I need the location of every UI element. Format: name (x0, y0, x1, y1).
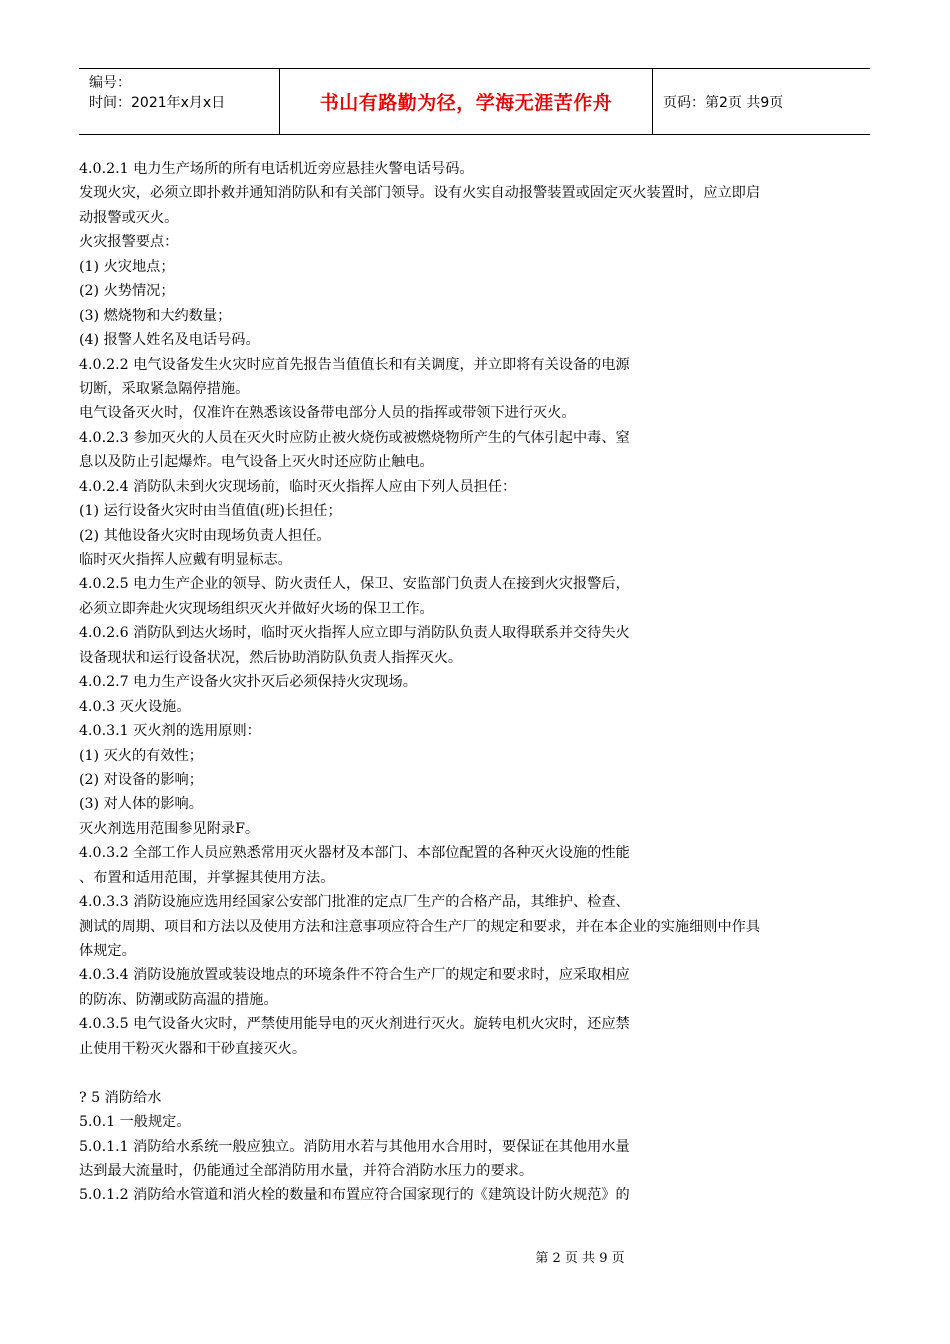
text-line: 测试的周期、项目和方法以及使用方法和注意事项应符合生产厂的规定和要求，并在本企业的实施细则中作具 (79, 918, 761, 935)
text-line: 必须立即奔赴火灾现场组织灭火并做好火场的保卫工作。 (79, 600, 434, 617)
text-line: 灭火剂选用范围参见附录F。 (79, 820, 260, 837)
text-line: 4.0.2.7 电力生产设备火灾扑灭后必须保持火灾现场。 (79, 674, 417, 691)
text-line: 5.0.1 一般规定。 (79, 1114, 191, 1131)
text-line: 4.0.3.4 消防设施放置或装设地点的环境条件不符合生产厂的规定和要求时，应采取相应 (79, 967, 630, 984)
header-info-cell (79, 69, 280, 134)
header-motto: 书山有路勤为径，学海无涯苦作舟 (319, 92, 613, 114)
text-line: 电气设备灭火时，仅准许在熟悉该设备带电部分人员的指挥或带领下进行灭火。 (79, 405, 576, 422)
text-line: 4.0.2.2 电气设备发生火灾时应首先报告当值值长和有关调度，并立即将有关设备的电源 (79, 356, 630, 373)
header-motto-cell (280, 69, 653, 134)
header-page-number: 页码：第2页 共9页 (663, 94, 784, 111)
text-line: 止使用干粉灭火器和干砂直接灭火。 (79, 1040, 307, 1057)
page-footer (0, 1247, 950, 1266)
text-line: 火灾报警要点： (79, 234, 179, 251)
text-line: (1) 火灾地点； (79, 258, 175, 275)
text-line: (3) 对人体的影响。 (79, 796, 203, 813)
text-line: 4.0.2.5 电力生产企业的领导、防火责任人，保卫、安监部门负责人在接到火灾报警后， (79, 576, 630, 593)
header-page-cell (653, 69, 870, 134)
text-line: 达到最大流量时，仍能通过全部消防用水量，并符合消防水压力的要求。 (79, 1162, 534, 1179)
text-line: 动报警或灭火。 (79, 209, 179, 226)
document-date-label: 时间：2021年x月x日 (89, 95, 226, 111)
text-line: 5.0.1.1 消防给水系统一般应独立。消防用水若与其他用水合用时，要保证在其他用水量 (79, 1138, 630, 1155)
text-line: 4.0.2.1 电力生产场所的所有电话机近旁应悬挂火警电话号码。 (79, 161, 474, 177)
text-line: 4.0.3.3 消防设施应选用经国家公安部门批准的定点厂生产的合格产品，其维护、检查、 (79, 894, 630, 911)
text-line: (2) 对设备的影响； (79, 771, 203, 788)
text-line: (2) 其他设备火灾时由现场负责人担任。 (79, 527, 331, 544)
text-line: 4.0.3.5 电气设备火灾时，严禁使用能导电的灭火剂进行灭火。旋转电机火灾时，还应禁 (79, 1016, 630, 1033)
text-line: 4.0.3.1 灭火剂的选用原则： (79, 723, 261, 740)
text-line: 4.0.3 灭火设施。 (79, 698, 191, 715)
text-line: 临时灭火指挥人应戴有明显标志。 (79, 552, 292, 568)
text-line: (3) 燃烧物和大约数量； (79, 307, 232, 324)
footer-page-number: 第 2 页 共 9 页 (535, 1251, 625, 1266)
text-line: (4) 报警人姓名及电话号码。 (79, 332, 260, 349)
text-line: 发现火灾，必须立即扑救并通知消防队和有关部门领导。设有火实自动报警装置或固定灭火装置时，应立即启 (79, 185, 761, 202)
text-line: 切断，采取紧急隔停措施。 (79, 380, 250, 397)
text-line: 、布置和适用范围，并掌握其使用方法。 (79, 869, 335, 886)
text-line: 5.0.1.2 消防给水管道和消火栓的数量和布置应符合国家现行的《建筑设计防火规范》的 (79, 1187, 630, 1204)
text-line: 的防冻、防潮或防高温的措施。 (79, 991, 278, 1008)
text-line: 4.0.3.2 全部工作人员应熟悉常用灭火器材及本部门、本部位配置的各种灭火设施的性能 (79, 845, 630, 862)
text-line: 体规定。 (79, 943, 136, 959)
text-line: (2) 火势情况； (79, 283, 175, 300)
text-line: 4.0.2.4 消防队未到火灾现场前，临时灭火指挥人应由下列人员担任： (79, 478, 517, 495)
text-line: 4.0.2.6 消防队到达火场时，临时灭火指挥人应立即与消防队负责人取得联系并交待失火 (79, 625, 630, 642)
blank-line (79, 1061, 879, 1085)
text-line: (1) 灭火的有效性； (79, 747, 203, 764)
document-body (79, 157, 879, 1208)
text-line: 设备现状和运行设备状况，然后协助消防队负责人指挥灭火。 (79, 649, 463, 666)
document-number-label: 编号： (89, 75, 131, 91)
text-line: ? 5 消防给水 (79, 1089, 162, 1106)
text-line: 4.0.2.3 参加灭火的人员在灭火时应防止被火烧伤或被燃烧物所产生的气体引起中毒、窒 (79, 429, 630, 446)
page-header (79, 68, 870, 135)
text-line: (1) 运行设备火灾时由当值值(班)长担任； (79, 503, 342, 520)
text-line: 息以及防止引起爆炸。电气设备上灭火时还应防止触电。 (79, 454, 434, 471)
